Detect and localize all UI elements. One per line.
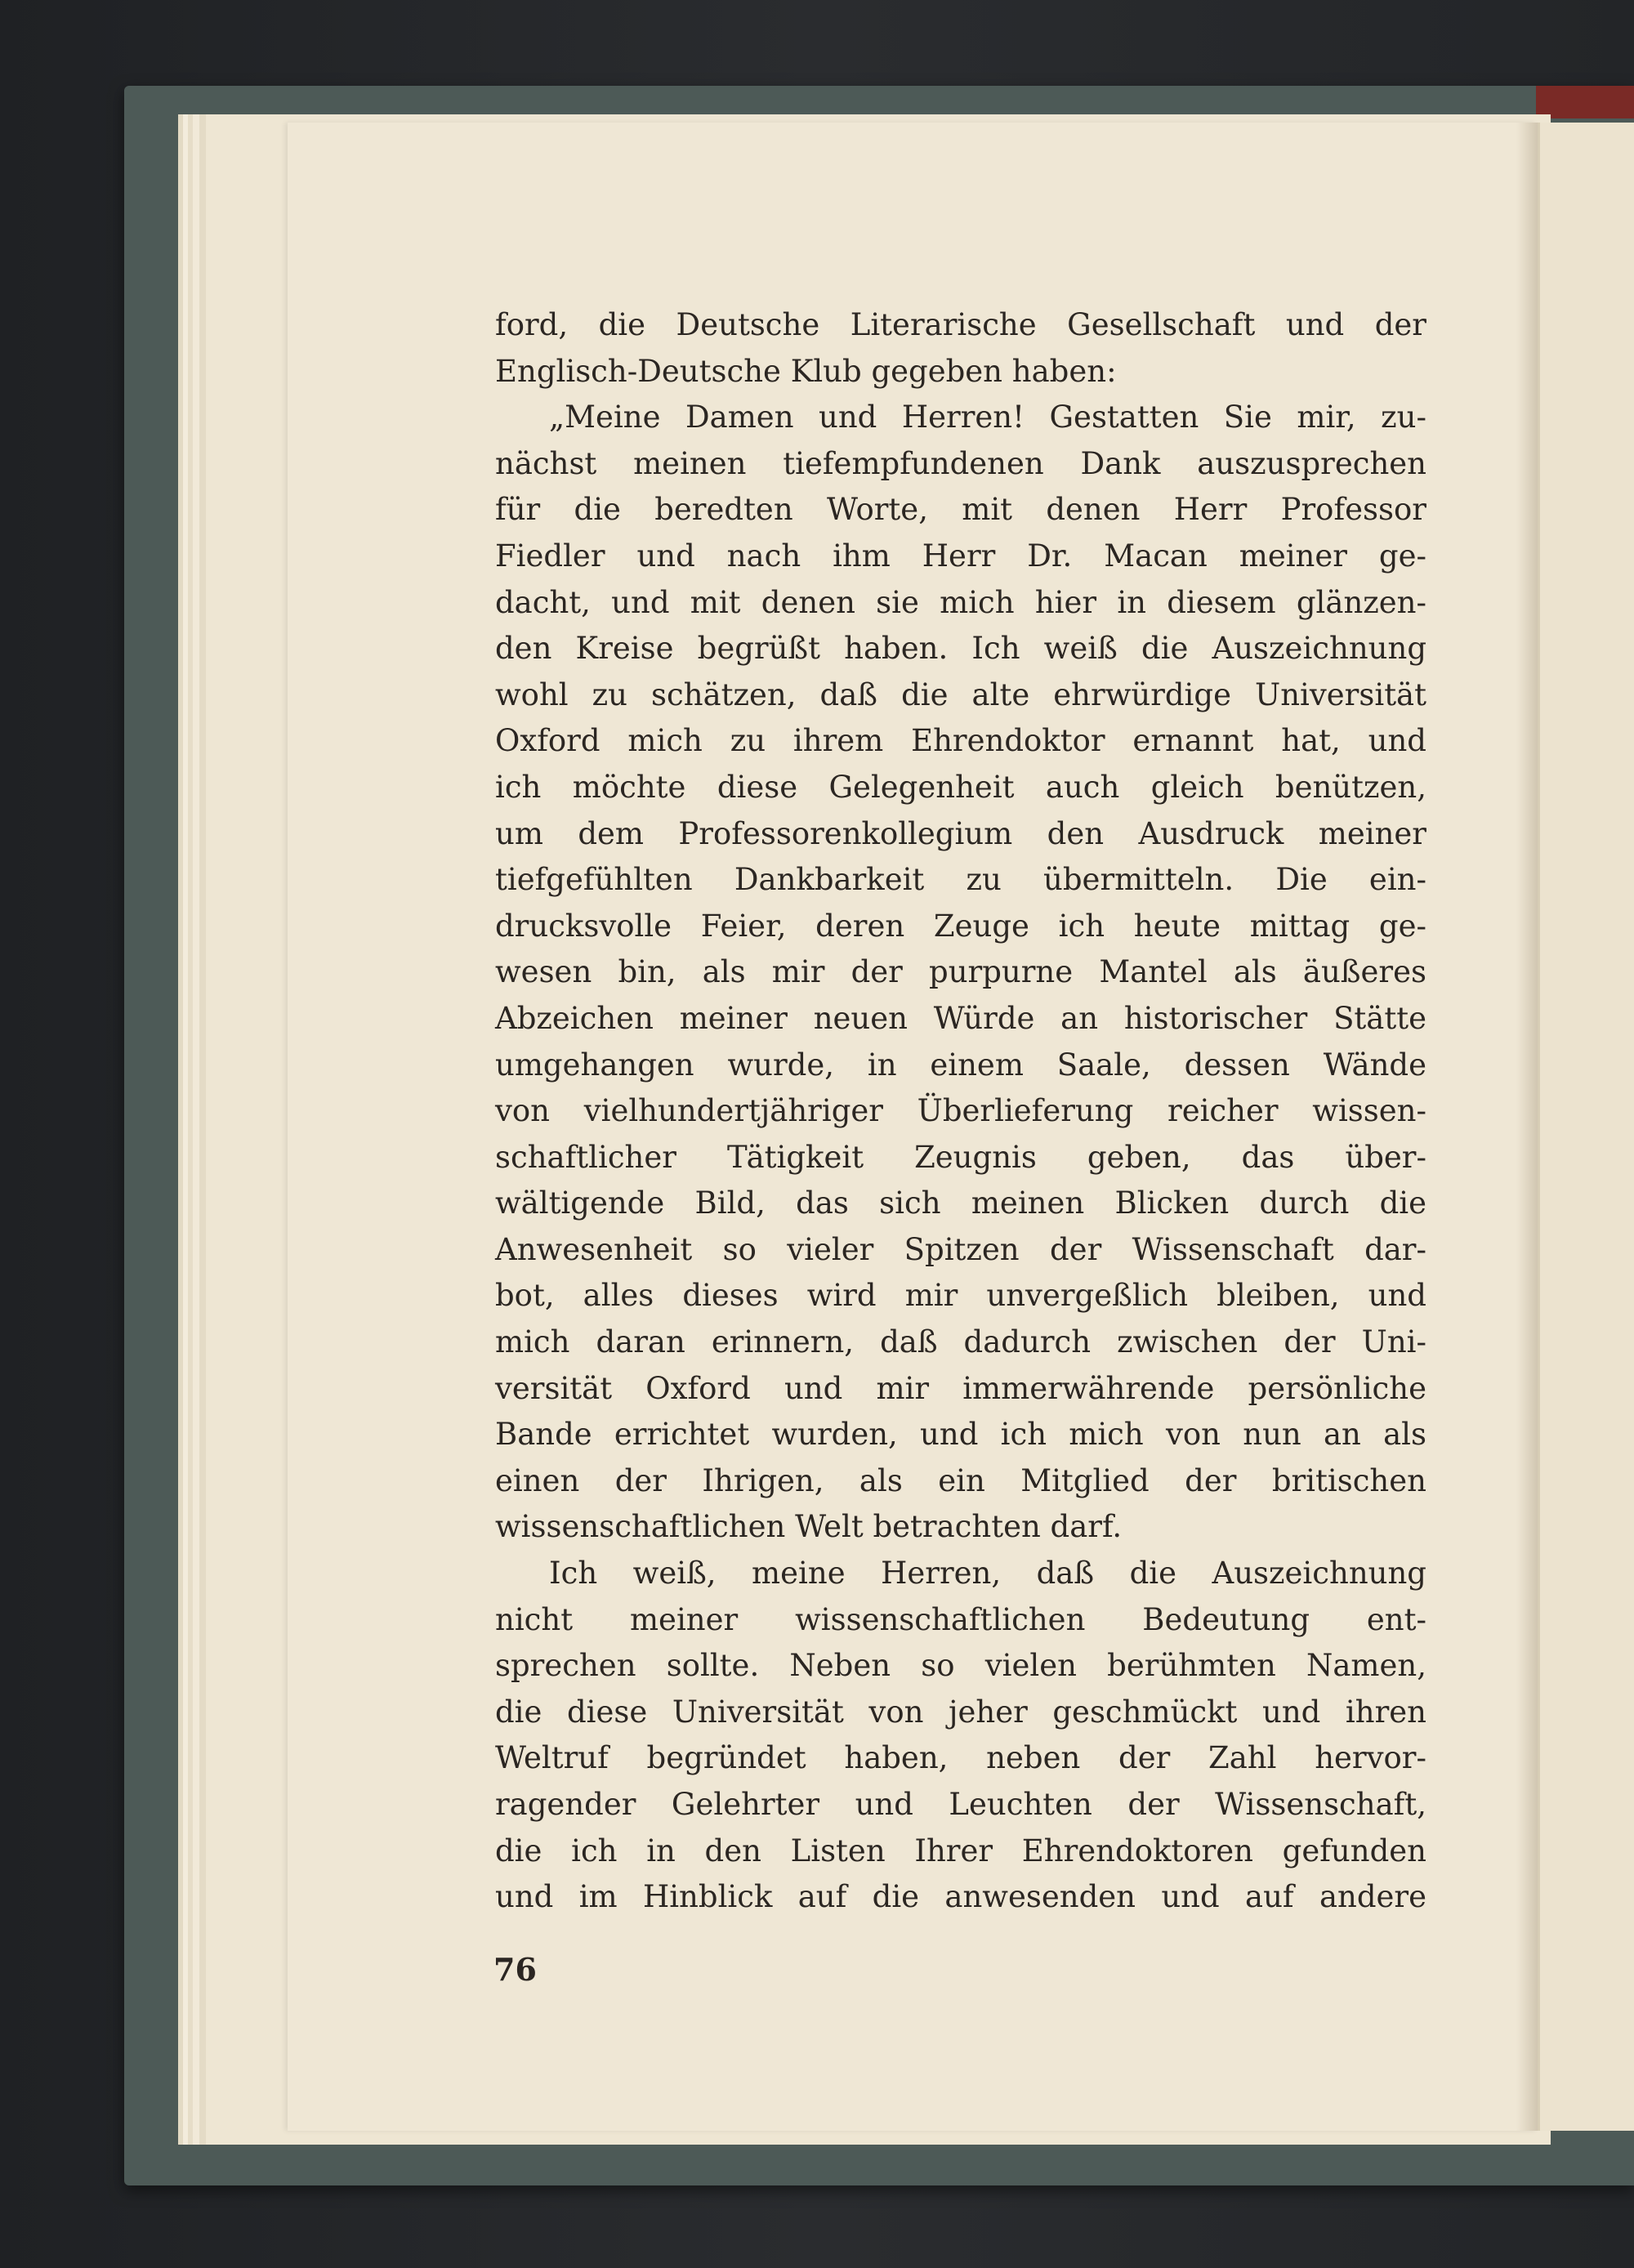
text-line: ich möchte diese Gelegenheit auch gleich benützen, bbox=[495, 769, 1426, 805]
text-line: versität Oxford und mir immerwährende persönliche bbox=[495, 1370, 1426, 1406]
text-line: mich daran erinnern, daß dadurch zwischen der Uni- bbox=[495, 1324, 1426, 1360]
text-line: und im Hinblick auf die anwesenden und auf andere bbox=[495, 1879, 1426, 1915]
page-number: 76 bbox=[493, 1951, 537, 1988]
text-line: wesen bin, als mir der purpurne Mantel als äußeres bbox=[495, 954, 1426, 990]
text-line: umgehangen wurde, in einem Saale, dessen Wände bbox=[495, 1047, 1426, 1083]
text-line: ford, die Deutsche Literarische Gesellschaft und der bbox=[495, 307, 1426, 342]
text-line: um dem Professorenkollegium den Ausdruck meiner bbox=[495, 815, 1426, 851]
text-line: schaftlicher Tätigkeit Zeugnis geben, das über- bbox=[495, 1139, 1426, 1175]
text-line: einen der Ihrigen, als ein Mitglied der britischen bbox=[495, 1462, 1426, 1498]
text-line: die diese Universität von jeher geschmückt und ihren bbox=[495, 1694, 1426, 1730]
text-line: den Kreise begrüßt haben. Ich weiß die Auszeichnung bbox=[495, 631, 1426, 667]
text-line: Englisch-Deutsche Klub gegeben haben: bbox=[495, 353, 1117, 389]
text-line: Abzeichen meiner neuen Würde an historischer Stätte bbox=[495, 1000, 1426, 1036]
text-line: Bande errichtet wurden, und ich mich von nun an als bbox=[495, 1417, 1426, 1453]
text-line: Ich weiß, meine Herren, daß die Auszeichnung bbox=[549, 1556, 1426, 1592]
text-line: Oxford mich zu ihrem Ehrendoktor ernannt hat, und bbox=[495, 723, 1426, 759]
text-line: Anwesenheit so vieler Spitzen der Wissenschaft dar- bbox=[495, 1231, 1426, 1267]
text-line: wohl zu schätzen, daß die alte ehrwürdige Universität bbox=[495, 676, 1426, 712]
page-text bbox=[495, 302, 1426, 1921]
facing-page-edge bbox=[1538, 123, 1634, 2131]
text-line: nächst meinen tiefempfundenen Dank auszusprechen bbox=[495, 445, 1426, 481]
text-line: drucksvolle Feier, deren Zeuge ich heute mittag ge- bbox=[495, 908, 1426, 944]
page-gutter bbox=[1516, 123, 1538, 2131]
text-line: von vielhundertjähriger Überlieferung reicher wissen- bbox=[495, 1093, 1426, 1129]
text-line: „Meine Damen und Herren! Gestatten Sie mir, zu- bbox=[549, 400, 1426, 435]
text-line: tiefgefühlten Dankbarkeit zu übermitteln. Die ein- bbox=[495, 862, 1426, 898]
text-line: dacht, und mit denen sie mich hier in diesem glänzen- bbox=[495, 584, 1426, 620]
text-line: wältigende Bild, das sich meinen Blicken durch die bbox=[495, 1185, 1426, 1221]
cover-edge bbox=[1536, 86, 1634, 118]
text-line: wissenschaftlichen Welt betrachten darf. bbox=[495, 1509, 1123, 1545]
text-line: die ich in den Listen Ihrer Ehrendoktoren gefunden bbox=[495, 1833, 1426, 1868]
text-line: Weltruf begründet haben, neben der Zahl hervor- bbox=[495, 1740, 1426, 1776]
text-line: sprechen sollte. Neben so vielen berühmten Namen, bbox=[495, 1648, 1426, 1684]
text-line: für die beredten Worte, mit denen Herr Professor bbox=[495, 492, 1426, 528]
text-line: Fiedler und nach ihm Herr Dr. Macan meiner ge- bbox=[495, 538, 1426, 574]
text-line: ragender Gelehrter und Leuchten der Wissenschaft, bbox=[495, 1787, 1426, 1822]
text-line: nicht meiner wissenschaftlichen Bedeutung ent- bbox=[495, 1601, 1426, 1637]
text-line: bot, alles dieses wird mir unvergeßlich bleiben, und bbox=[495, 1278, 1426, 1314]
